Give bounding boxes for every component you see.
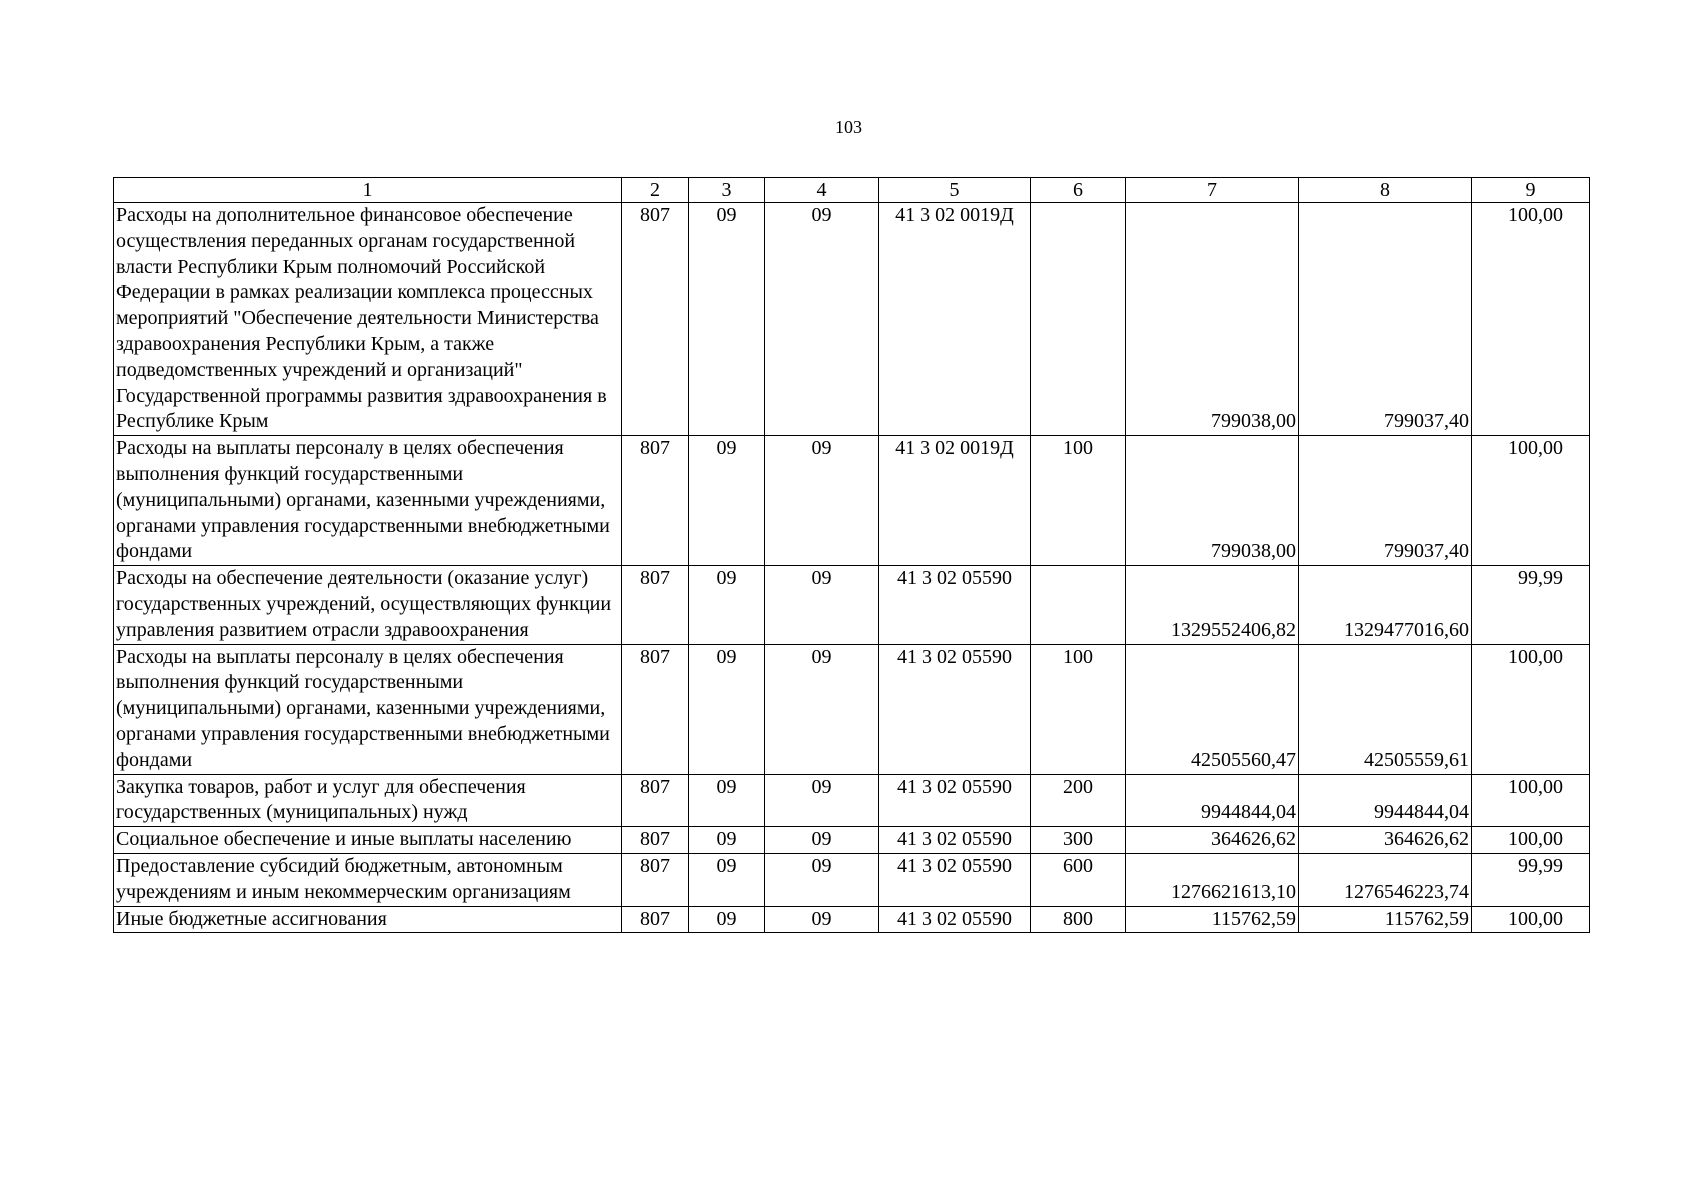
row-vr xyxy=(1031,203,1126,436)
table-row xyxy=(114,906,1590,933)
row-pr: 09 xyxy=(765,906,879,933)
column-header: 3 xyxy=(689,178,765,203)
row-fact: 799037,40 xyxy=(1299,203,1472,436)
row-name: Расходы на выплаты персоналу в целях обеспечения выполнения функций государственными (муниципальными) органами, казенными учреждениями, органами управления государственными внебюджетными фондами xyxy=(114,436,622,566)
row-pr: 09 xyxy=(765,774,879,827)
row-plan: 799038,00 xyxy=(1126,203,1299,436)
row-plan: 364626,62 xyxy=(1126,827,1299,854)
row-rz: 09 xyxy=(689,566,765,644)
row-vr: 300 xyxy=(1031,827,1126,854)
column-header: 5 xyxy=(879,178,1031,203)
row-vr xyxy=(1031,566,1126,644)
row-percent: 100,00 xyxy=(1472,203,1590,436)
row-ved: 807 xyxy=(622,644,689,774)
row-fact: 799037,40 xyxy=(1299,436,1472,566)
row-rz: 09 xyxy=(689,827,765,854)
row-name: Закупка товаров, работ и услуг для обеспечения государственных (муниципальных) нужд xyxy=(114,774,622,827)
row-name: Расходы на обеспечение деятельности (оказание услуг) государственных учреждений, осуществляющих функции управления развитием отрасли здравоохранения xyxy=(114,566,622,644)
row-name: Иные бюджетные ассигнования xyxy=(114,906,622,933)
row-vr: 600 xyxy=(1031,853,1126,906)
row-name: Социальное обеспечение и иные выплаты населению xyxy=(114,827,622,854)
row-plan: 115762,59 xyxy=(1126,906,1299,933)
table-row xyxy=(114,774,1590,827)
row-pr: 09 xyxy=(765,436,879,566)
column-header: 2 xyxy=(622,178,689,203)
row-ved: 807 xyxy=(622,853,689,906)
row-csr: 41 3 02 05590 xyxy=(879,566,1031,644)
row-rz: 09 xyxy=(689,853,765,906)
row-csr: 41 3 02 05590 xyxy=(879,644,1031,774)
row-vr: 100 xyxy=(1031,644,1126,774)
column-header: 6 xyxy=(1031,178,1126,203)
row-vr: 100 xyxy=(1031,436,1126,566)
table-row xyxy=(114,436,1590,566)
row-percent: 99,99 xyxy=(1472,853,1590,906)
column-header: 9 xyxy=(1472,178,1590,203)
budget-table xyxy=(113,177,1590,933)
row-csr: 41 3 02 05590 xyxy=(879,906,1031,933)
row-fact: 1329477016,60 xyxy=(1299,566,1472,644)
table-row xyxy=(114,566,1590,644)
column-header: 1 xyxy=(114,178,622,203)
row-rz: 09 xyxy=(689,644,765,774)
row-ved: 807 xyxy=(622,906,689,933)
table-row xyxy=(114,203,1590,436)
row-csr: 41 3 02 05590 xyxy=(879,774,1031,827)
row-pr: 09 xyxy=(765,203,879,436)
row-rz: 09 xyxy=(689,906,765,933)
row-plan: 42505560,47 xyxy=(1126,644,1299,774)
row-pr: 09 xyxy=(765,644,879,774)
row-percent: 99,99 xyxy=(1472,566,1590,644)
row-name: Расходы на дополнительное финансовое обеспечение осуществления переданных органам государственной власти Республики Крым полномочий Российской Федерации в рамках реализации комплекса процессных мероприятий "Обеспечение деятельности Министерства здравоохранения Республики Крым, а также подведомственных учреждений и организаций" Государственной программы развития здравоохранения в Республике Крым xyxy=(114,203,622,436)
row-name: Расходы на выплаты персоналу в целях обеспечения выполнения функций государственными (муниципальными) органами, казенными учреждениями, органами управления государственными внебюджетными фондами xyxy=(114,644,622,774)
row-ved: 807 xyxy=(622,566,689,644)
row-plan: 799038,00 xyxy=(1126,436,1299,566)
column-header: 8 xyxy=(1299,178,1472,203)
row-plan: 9944844,04 xyxy=(1126,774,1299,827)
row-percent: 100,00 xyxy=(1472,436,1590,566)
row-plan: 1276621613,10 xyxy=(1126,853,1299,906)
table-row xyxy=(114,644,1590,774)
row-pr: 09 xyxy=(765,827,879,854)
row-ved: 807 xyxy=(622,436,689,566)
row-percent: 100,00 xyxy=(1472,644,1590,774)
row-rz: 09 xyxy=(689,203,765,436)
row-csr: 41 3 02 0019Д xyxy=(879,203,1031,436)
row-pr: 09 xyxy=(765,853,879,906)
row-vr: 800 xyxy=(1031,906,1126,933)
page-number: 103 xyxy=(835,117,862,137)
header-row xyxy=(114,178,1590,203)
row-percent: 100,00 xyxy=(1472,827,1590,854)
row-name: Предоставление субсидий бюджетным, автономным учреждениям и иным некоммерческим организациям xyxy=(114,853,622,906)
row-csr: 41 3 02 05590 xyxy=(879,827,1031,854)
row-ved: 807 xyxy=(622,827,689,854)
row-rz: 09 xyxy=(689,774,765,827)
row-csr: 41 3 02 0019Д xyxy=(879,436,1031,566)
row-ved: 807 xyxy=(622,203,689,436)
row-fact: 42505559,61 xyxy=(1299,644,1472,774)
row-rz: 09 xyxy=(689,436,765,566)
row-vr: 200 xyxy=(1031,774,1126,827)
row-fact: 1276546223,74 xyxy=(1299,853,1472,906)
table-row xyxy=(114,853,1590,906)
row-percent: 100,00 xyxy=(1472,906,1590,933)
row-csr: 41 3 02 05590 xyxy=(879,853,1031,906)
column-header: 7 xyxy=(1126,178,1299,203)
table-row xyxy=(114,827,1590,854)
row-pr: 09 xyxy=(765,566,879,644)
row-fact: 115762,59 xyxy=(1299,906,1472,933)
row-ved: 807 xyxy=(622,774,689,827)
row-plan: 1329552406,82 xyxy=(1126,566,1299,644)
column-header: 4 xyxy=(765,178,879,203)
row-fact: 364626,62 xyxy=(1299,827,1472,854)
row-fact: 9944844,04 xyxy=(1299,774,1472,827)
row-percent: 100,00 xyxy=(1472,774,1590,827)
